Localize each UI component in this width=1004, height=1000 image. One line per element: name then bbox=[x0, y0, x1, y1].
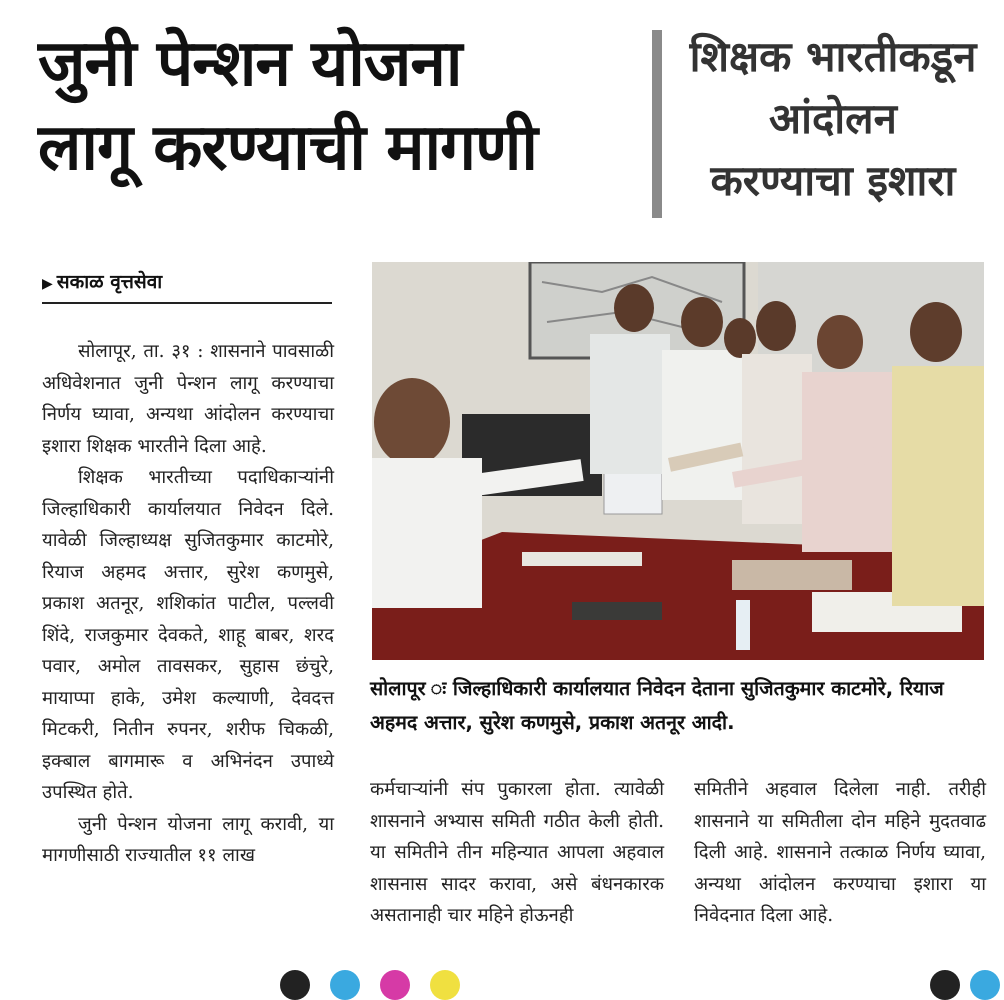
page-footer-color-marks bbox=[0, 968, 1004, 980]
registration-dot bbox=[970, 970, 1000, 1000]
registration-dot bbox=[330, 970, 360, 1000]
subheadline-line-3: करण्याचा इशारा bbox=[710, 156, 956, 205]
subheadline-line-2: आंदोलन bbox=[769, 94, 897, 143]
headline-line-1: जुनी पेन्शन योजना bbox=[38, 27, 462, 101]
registration-dot bbox=[930, 970, 960, 1000]
article-paragraph: कर्मचाऱ्यांनी संप पुकारला होता. त्यावेळी शासनाने अभ्यास समिती गठीत केली होती. या समितीने तीन महिन्यात आपला अहवाल शासनास सादर करावा, असे बंधनकारक असतानाही चार महिने होऊनही bbox=[370, 779, 664, 926]
byline bbox=[42, 268, 332, 304]
byline-triangle-icon: ▶ bbox=[42, 276, 53, 292]
headline bbox=[38, 22, 638, 190]
news-photo-illustration bbox=[372, 262, 984, 660]
article-column-2 bbox=[370, 774, 664, 932]
byline-text: सकाळ वृत्तसेवा bbox=[56, 271, 163, 293]
article-column-1 bbox=[42, 336, 334, 872]
registration-dot bbox=[430, 970, 460, 1000]
article-paragraph: समितीने अहवाल दिलेला नाही. तरीही शासनाने या समितीला दोन महिने मुदतवाढ दिली आहे. शासनाने तत्काळ निर्णय घ्यावा, अन्यथा आंदोलन करण्याचा इशारा या निवेदनात दिला आहे. bbox=[694, 779, 986, 926]
headline-line-2: लागू करण्याची मागणी bbox=[38, 111, 537, 185]
article-paragraph: सोलापूर, ता. ३१ : शासनाने पावसाळी अधिवेशनात जुनी पेन्शन लागू करण्याचा निर्णय घ्यावा, अन्यथा आंदोलन करण्याचा इशारा शिक्षक भारतीने दिला आहे. bbox=[42, 341, 334, 457]
news-photo bbox=[372, 262, 984, 660]
subheadline-line-1: शिक्षक भारतीकडून bbox=[689, 32, 977, 81]
article-paragraph: शिक्षक भारतीच्या पदाधिकाऱ्यांनी जिल्हाधिकारी कार्यालयात निवेदन दिले. यावेळी जिल्हाध्यक्ष सुजितकुमार काटमोरे, रियाज अहमद अत्तार, सुरेश कणमुसे, प्रकाश अतनूर, शशिकांत पाटील, पल्लवी शिंदे, राजकुमार देवकते, शाहू बाबर, शरद पवार, अमोल तावसकर, सुहास छंचुरे, मायाप्पा हाके, उमेश कल्याणी, देवदत्त मिटकरी, नितीन रुपनर, शरीफ चिकळी, इक्बाल बागमारू व अभिनंदन उपाध्ये उपस्थित होते. bbox=[42, 467, 334, 803]
headline-divider bbox=[652, 30, 662, 218]
subheadline bbox=[668, 26, 998, 212]
article-paragraph: जुनी पेन्शन योजना लागू करावी, या मागणीसाठी राज्यातील ११ लाख bbox=[42, 813, 334, 866]
registration-dot bbox=[280, 970, 310, 1000]
registration-dot bbox=[380, 970, 410, 1000]
photo-caption: सोलापूर ः जिल्हाधिकारी कार्यालयात निवेदन देताना सुजितकुमार काटमोरे, रियाज अहमद अत्तार, सुरेश कणमुसे, प्रकाश अतनूर आदी. bbox=[370, 677, 944, 734]
article-column-3 bbox=[694, 774, 986, 932]
